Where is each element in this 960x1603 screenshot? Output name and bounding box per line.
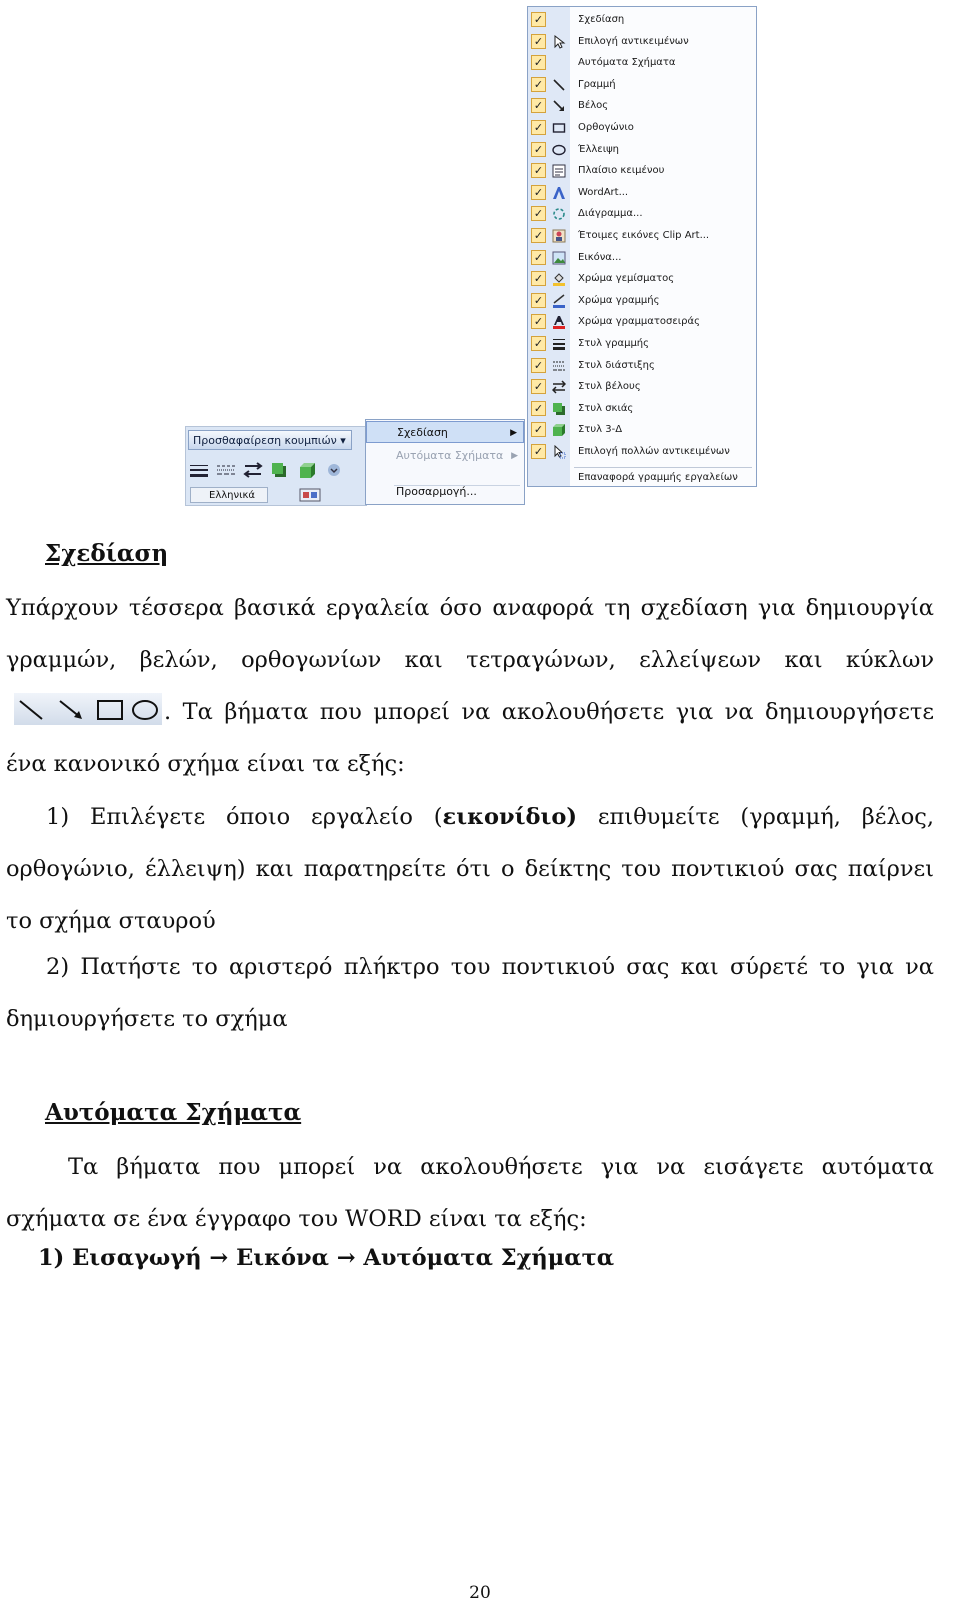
picture-icon (551, 250, 567, 266)
checkbox-checked-icon[interactable]: ✓ (531, 55, 546, 70)
page-number: 20 (469, 1583, 491, 1603)
menu-item-label: Στυλ διάστιξης (578, 359, 655, 371)
fill-color-icon (551, 271, 567, 287)
checkbox-checked-icon[interactable]: ✓ (531, 185, 546, 200)
submenu-item-label: Αυτόματα Σχήματα (396, 449, 504, 462)
shadow-style-icon (551, 401, 567, 417)
menu-item-label: Χρώμα γεμίσματος (578, 273, 675, 285)
autoshapes-step-1: 1) Εισαγωγή → Εικόνα → Αυτόματα Σχήματα (38, 1245, 615, 1271)
drawing-tools-image (14, 693, 162, 725)
menu-item[interactable] (528, 268, 756, 290)
wordart-icon (551, 185, 567, 201)
clipart-icon (551, 228, 567, 244)
menu-item[interactable] (528, 203, 756, 225)
menu-item[interactable] (528, 117, 756, 139)
line-style-icon[interactable] (188, 460, 210, 480)
pointer-icon (551, 34, 567, 50)
menu-item-label: Εικόνα... (578, 251, 622, 263)
intro-text-part1: Υπάρχουν τέσσερα βασικά εργαλεία όσο αναφορά τη σχεδίαση για δημιουργία γραμμών, βελών, ορθογωνίων και τετραγώνων, ελλείψεων και κύκλων (6, 595, 934, 673)
checkbox-checked-icon[interactable]: ✓ (531, 271, 546, 286)
checkbox-checked-icon[interactable]: ✓ (531, 314, 546, 329)
drawing-intro-paragraph (6, 582, 934, 790)
menu-item-label: Επιλογή αντικειμένων (578, 35, 689, 47)
textbox-icon (551, 163, 567, 179)
checkbox-checked-icon[interactable]: ✓ (531, 444, 546, 459)
drawing-step-2: 2) Πατήστε το αριστερό πλήκτρο του ποντικιού σας και σύρετέ το για να δημιουργήσετε το σχήμα (6, 954, 934, 1032)
menu-item-label: Έτοιμες εικόνες Clip Art... (578, 230, 710, 241)
rectangle-icon (98, 701, 122, 719)
menu-item[interactable] (528, 31, 756, 53)
menu-item-label: Στυλ 3-Δ (578, 424, 623, 436)
dash-style-icon[interactable] (215, 460, 237, 480)
menu-item[interactable] (528, 333, 756, 355)
menu-item-label: Πλαίσιο κειμένου (578, 165, 665, 177)
dash-style-icon (551, 358, 567, 374)
more-options-icon[interactable] (323, 460, 345, 480)
arrow-icon (551, 98, 567, 114)
submenu-item-autoshapes (366, 445, 524, 467)
language-indicator[interactable]: Ελληνικά (190, 487, 268, 503)
line-color-icon (551, 293, 567, 309)
checkbox-checked-icon[interactable]: ✓ (531, 250, 546, 265)
shadow-style-icon[interactable] (269, 460, 291, 480)
line-icon (20, 701, 42, 719)
menu-item-label: Στυλ σκιάς (578, 402, 634, 414)
checkbox-checked-icon[interactable]: ✓ (531, 163, 546, 178)
menu-item[interactable] (528, 355, 756, 377)
diagram-icon (551, 206, 567, 222)
menu-item[interactable] (528, 52, 756, 74)
menu-item[interactable] (528, 441, 756, 463)
3d-style-icon[interactable] (296, 460, 318, 480)
checkbox-checked-icon[interactable]: ✓ (531, 77, 546, 92)
rectangle-icon (551, 120, 567, 136)
menu-item-label: Έλλειψη (578, 143, 620, 155)
checkbox-checked-icon[interactable]: ✓ (531, 293, 546, 308)
checkbox-checked-icon[interactable]: ✓ (531, 12, 546, 27)
checkbox-checked-icon[interactable]: ✓ (531, 336, 546, 351)
step1-text-pre: 1) Επιλέγετε όποιο εργαλείο ( (46, 804, 443, 830)
menu-item[interactable] (528, 225, 756, 247)
line-style-icon (551, 336, 567, 352)
line-icon (551, 77, 567, 93)
checkbox-checked-icon[interactable]: ✓ (531, 142, 546, 157)
menu-item[interactable] (528, 9, 756, 31)
menu-item-label: Χρώμα γραμμής (578, 294, 660, 306)
checkbox-checked-icon[interactable]: ✓ (531, 422, 546, 437)
menu-item-label: WordArt... (578, 186, 629, 198)
3d-style-icon (551, 422, 567, 438)
checkbox-checked-icon[interactable]: ✓ (531, 358, 546, 373)
menu-item-label: Ορθογώνιο (578, 122, 634, 133)
checkbox-checked-icon[interactable]: ✓ (531, 206, 546, 221)
checkbox-checked-icon[interactable]: ✓ (531, 228, 546, 243)
menu-item-label: Στυλ γραμμής (578, 338, 650, 349)
menu-item[interactable] (528, 247, 756, 269)
multi-select-icon (551, 444, 567, 460)
toolbars-submenu (365, 419, 525, 505)
menu-item-label: Γραμμή (578, 78, 616, 90)
step1-text-post: επιθυμείτε (γραμμή, βέλος, ορθογώνιο, έλλειψη) και παρατηρείτε ότι ο δείκτης του ποντικιού σας παίρνει το σχήμα σταυρού (6, 804, 935, 934)
reset-toolbar-menu-item[interactable]: Επαναφορά γραμμής εργαλείων (578, 472, 738, 483)
menu-item[interactable] (528, 95, 756, 117)
submenu-arrow-icon: ▶ (511, 451, 518, 461)
arrow-style-icon (551, 379, 567, 395)
menu-item-label: Αυτόματα Σχήματα (578, 57, 676, 69)
menu-item[interactable] (528, 160, 756, 182)
arrow-style-icon[interactable] (242, 460, 264, 480)
menu-item-label: Διάγραμμα... (578, 208, 643, 220)
drawing-toolbar (185, 426, 367, 506)
checkbox-checked-icon[interactable]: ✓ (531, 98, 546, 113)
menu-item[interactable] (528, 376, 756, 398)
none-icon (551, 55, 567, 71)
menu-item[interactable] (528, 182, 756, 204)
checkbox-checked-icon[interactable]: ✓ (531, 401, 546, 416)
ellipse-icon (133, 701, 157, 719)
checkbox-checked-icon[interactable]: ✓ (531, 120, 546, 135)
menu-item[interactable] (528, 419, 756, 441)
none-icon (551, 12, 567, 28)
keyboard-icon[interactable] (298, 487, 324, 503)
menu-item[interactable] (528, 398, 756, 420)
menu-item-label: Στυλ βέλους (578, 381, 641, 393)
menu-item-label: Βέλος (578, 100, 609, 112)
checkbox-checked-icon[interactable]: ✓ (531, 34, 546, 49)
submenu-item-drawing[interactable] (366, 421, 524, 443)
menu-item-label: Επιλογή πολλών αντικειμένων (578, 446, 730, 457)
intro-text-part2: . Τα βήματα που μπορεί να ακολουθήσετε για να δημιουργήσετε ένα κανονικό σχήμα είναι τα εξής: (6, 699, 934, 777)
drawing-toolbar-buttons-menu (527, 6, 757, 487)
submenu-arrow-icon: ▶ (510, 428, 517, 438)
menu-item[interactable] (528, 311, 756, 333)
word-toolbar-screenshot (0, 0, 960, 505)
autoshapes-intro-paragraph: Τα βήματα που μπορεί να ακολουθήσετε για να εισάγετε αυτόματα σχήματα σε ένα έγγραφο του WORD είναι τα εξής: (6, 1154, 934, 1232)
section-heading-drawing: Σχεδίαση (45, 540, 169, 567)
submenu-item-label: Προσαρμογή... (396, 485, 477, 498)
step1-text-bold: εικονίδιο) (442, 804, 577, 830)
section-heading-autoshapes: Αυτόματα Σχήματα (45, 1099, 302, 1126)
checkbox-checked-icon[interactable]: ✓ (531, 379, 546, 394)
drawing-step-1 (6, 791, 934, 947)
submenu-item-label: Σχεδίαση (397, 426, 448, 439)
menu-item[interactable] (528, 139, 756, 161)
ellipse-icon (551, 142, 567, 158)
submenu-item-customize[interactable] (366, 481, 524, 503)
menu-item-label: Χρώμα γραμματοσειράς (578, 316, 700, 328)
toolbar-icon-row (188, 459, 345, 481)
menu-item[interactable] (528, 290, 756, 312)
add-remove-buttons-button[interactable]: Προσθαφαίρεση κουμπιών ▾ (188, 430, 352, 450)
menu-item-label: Σχεδίαση (578, 14, 625, 25)
menu-item[interactable] (528, 74, 756, 96)
font-color-icon (551, 314, 567, 330)
